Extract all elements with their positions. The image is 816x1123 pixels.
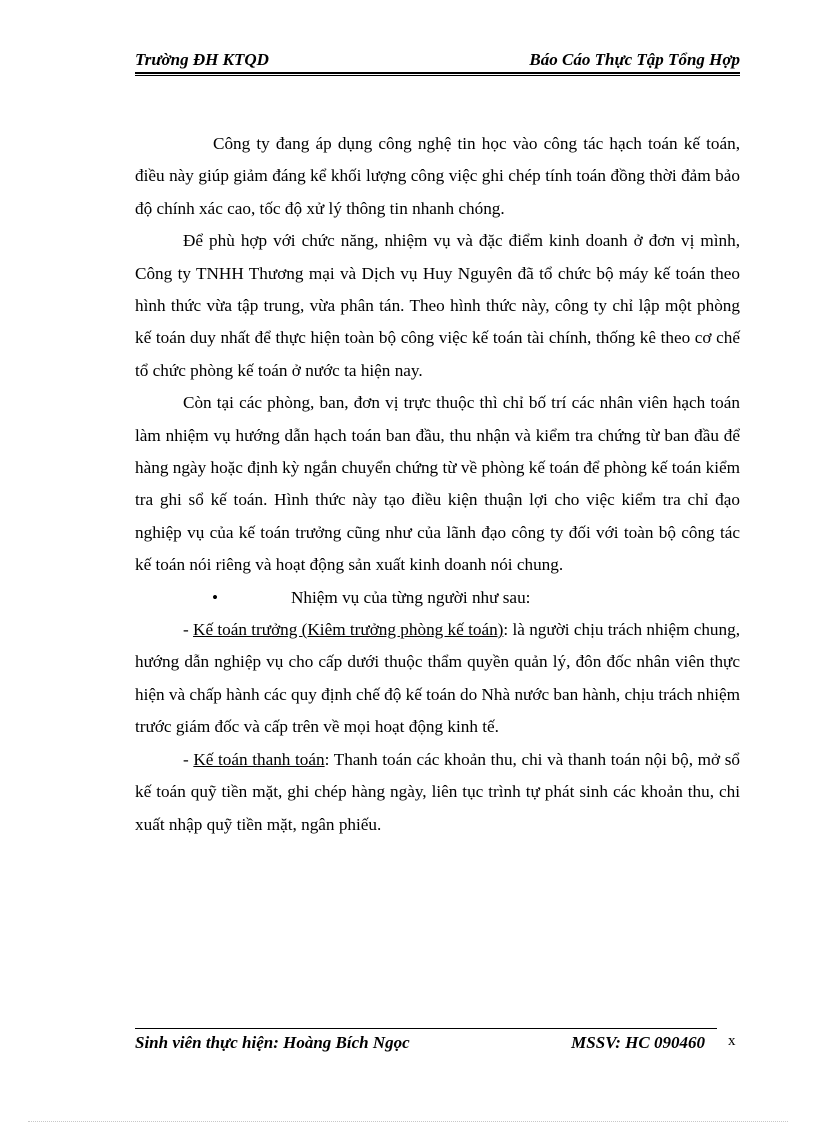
- list-item-text: : là người chịu trách nhiệm chung, hướng dẫn nghiệp vụ cho cấp dưới thuộc thẩm quyền quản lý, đôn đốc nhân viên thực hiện và chấp hành các quy định chế độ kế toán do Nhà nước ban hành, chịu trách nhiệm trước giám đốc và cấp trên về mọi hoạt động kinh tế.: [135, 620, 740, 737]
- page-header: [135, 48, 740, 72]
- paragraph-2: Để phù hợp với chức năng, nhiệm vụ và đặc điểm kinh doanh ở đơn vị mình, Công ty TNHH Thương mại và Dịch vụ Huy Nguyên đã tổ chức bộ máy kế toán theo hình thức vừa tập trung, vừa phân tán. Theo hình thức này, công ty chỉ lập một phòng kế toán duy nhất để thực hiện toàn bộ công việc kế toán tài chính, thống kê theo cơ chế tổ chức phòng kế toán ở nước ta hiện nay.: [135, 231, 740, 380]
- page-number: x: [728, 1033, 736, 1049]
- footer-student-id: MSSV: HC 090460: [571, 1033, 705, 1052]
- header-school: Trường ĐH KTQD: [135, 50, 269, 69]
- list-item-payment-accountant: [135, 744, 740, 841]
- header-rule-thin: [135, 75, 740, 76]
- bullet-text: Nhiệm vụ của từng người như sau:: [291, 587, 531, 607]
- bullet-item: [135, 582, 740, 614]
- list-item-title: Kế toán thanh toán: [193, 749, 325, 769]
- footer-student-name: Sinh viên thực hiện: Hoàng Bích Ngọc: [135, 1033, 410, 1052]
- page-footer: [135, 1033, 717, 1057]
- paragraph-1: Công ty đang áp dụng công nghệ tin học vào công tác hạch toán kế toán, điều này giúp giảm đáng kể khối lượng công việc ghi chép tính toán đồng thời đảm bảo độ chính xác cao, tốc độ xử lý thông tin nhanh chóng.: [135, 134, 740, 218]
- list-item-chief-accountant: [135, 614, 740, 744]
- bullet-icon: •: [212, 587, 219, 607]
- list-item-text: : Thanh toán các khoản thu, chi và thanh toán nội bộ, mở sổ kế toán quỹ tiền mặt, ghi chép hàng ngày, liên tục trình tự phát sinh các khoản thu, chi xuất nhập quỹ tiền mặt, ngân phiếu.: [135, 749, 740, 834]
- list-dash: -: [183, 749, 194, 769]
- list-dash: -: [183, 620, 194, 640]
- footer-rule: [135, 1028, 717, 1029]
- paragraph-3: Còn tại các phòng, ban, đơn vị trực thuộc thì chỉ bố trí các nhân viên hạch toán làm nhiệm vụ hướng dẫn hạch toán ban đầu, thu nhận và kiểm tra chứng từ ban đầu để hàng ngày hoặc định kỳ ngắn chuyển chứng từ về phòng kế toán để phòng kế toán kiểm tra ghi sổ kế toán. Hình thức này tạo điều kiện thuận lợi cho việc kiểm tra chỉ đạo nghiệp vụ của kế toán trưởng cũng như của lãnh đạo công ty đối với toàn bộ công tác kế toán nói riêng và hoạt động sản xuất kinh doanh nói chung.: [135, 393, 740, 575]
- document-body: [135, 128, 740, 841]
- header-rule: [135, 72, 740, 74]
- page-break-line: [28, 1121, 788, 1122]
- header-report-title: Báo Cáo Thực Tập Tổng Hợp: [529, 50, 740, 69]
- list-item-title: Kế toán trưởng (Kiêm trưởng phòng kế toán): [193, 620, 504, 640]
